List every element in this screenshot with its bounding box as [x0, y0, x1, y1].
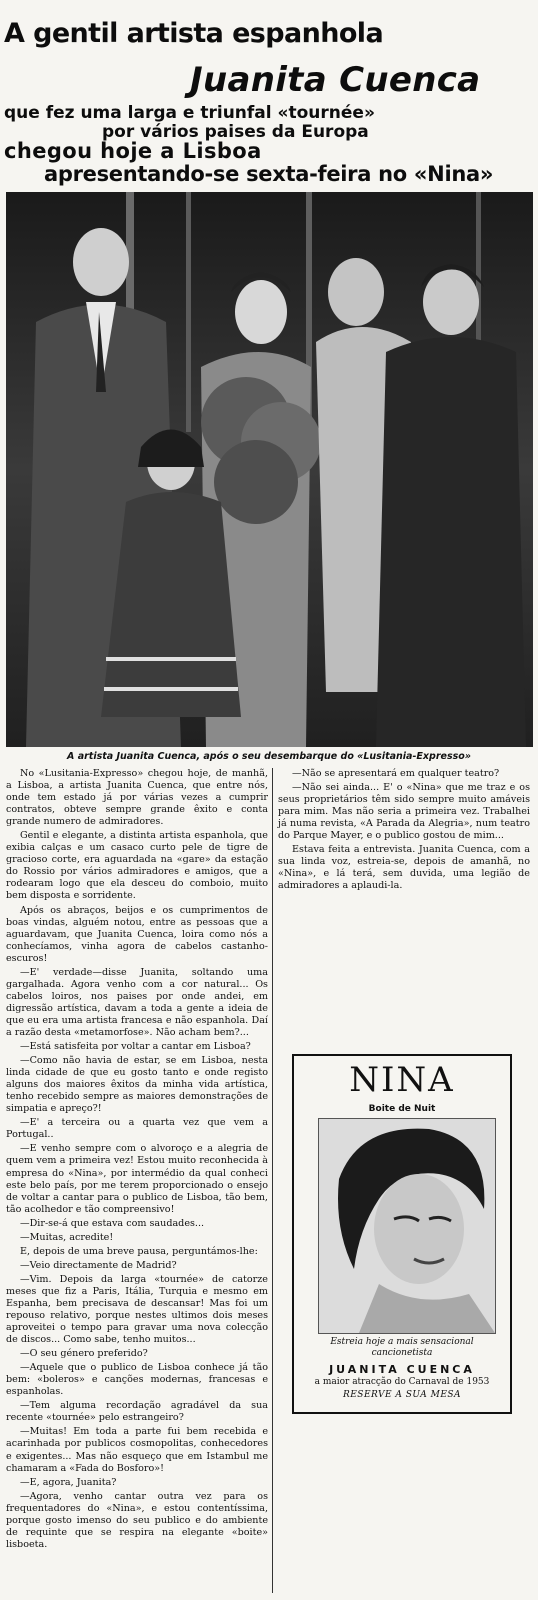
ad-line-1: Estreia hoje a mais sensacional [330, 1337, 474, 1347]
article-column-2 [278, 768, 530, 894]
article-paragraph: —Muitas, acredite! [20, 1231, 114, 1243]
ad-artist-name: JUANITA CUENCA [329, 1363, 475, 1376]
headline-line-5: chegou hoje a Lisboa [4, 139, 262, 163]
article-paragraph: —E, agora, Juanita? [20, 1476, 117, 1488]
headline-line-1: A gentil artista espanhola [4, 18, 384, 49]
column-divider [272, 768, 273, 1593]
article-paragraph: —E' verdade—disse Juanita, soltando uma gargalhada. Agora venho com a cor natural... Os cabelos loiros, nos paises por onde andei, em digressão artística, davam a toda a gente a ideia de que eu era uma artista francesa e não espanhola. Daí a razão desta «metamorfose». Não acham bem?... [6, 966, 268, 1038]
article-paragraph: —Vim. Depois da larga «tournée» de catorze meses que fiz a Paris, Itália, Turquia e mesmo em Espanha, bem precisava de descansar! Mas foi um repouso relativo, porque nestes ultimos dois meses aproveitei o tempo para gravar uma nova colecção de discos... Como sabe, tenho muitos... [6, 1273, 268, 1346]
photo-caption: A artista Juanita Cuenca, após o seu desembarque do «Lusitania-Expresso» [67, 751, 471, 762]
article-paragraph: —Agora, venho cantar outra vez para os frequentadores do «Nina», e estou contentíssima, porque gosto imenso do seu publico e do ambiente de requinte que se respira na elegante «boite» lisboeta. [6, 1490, 268, 1550]
article-paragraph: —Como não havia de estar, se em Lisboa, nesta linda cidade de que eu gosto tanto e onde registo alguns dos maiores êxitos da minha vida artística, tenho recebido sempre as maiores demonstrações de simpatia e apreço?! [6, 1055, 268, 1115]
article-paragraph: —Não sei ainda... E' o «Nina» que me traz e os seus proprietários têm sido sempre muito amáveis para mim. Mas não seria a primeira vez. Trabalhei já numa revista, «A Parada da Alegria», num teatro do Parque Mayer, e o publico gostou de mim... [278, 782, 530, 842]
article-paragraph: —Dir-se-á que estava com saudades... [20, 1217, 205, 1229]
article-column-1 [6, 768, 268, 1553]
article-paragraph: Gentil e elegante, a distinta artista espanhola, que exibia calças e um casaco curto pele de tigre de gracioso corte, era aguardada na «gare» da estação do Rossio por vários admiradores e amigos, que a rodearam logo que ela desceu do comboio, muito bem disposta e sorridente. [6, 830, 268, 902]
article-paragraph: —Tem alguma recordação agradável da sua recente «tournée» pelo estrangeiro? [6, 1400, 268, 1424]
article-paragraph: —Veio directamente de Madrid? [20, 1259, 177, 1271]
article-paragraph: Estava feita a entrevista. Juanita Cuenca, com a sua linda voz, estreia-se, depois de amanhã, no «Nina», e lá terá, sem duvida, uma legião de admiradores a aplaudi-la. [278, 844, 530, 892]
nina-advertisement [292, 1054, 512, 1414]
article-paragraph: —Não se apresentará em qualquer teatro? [292, 768, 500, 779]
article-paragraph: —Muitas! Em toda a parte fui bem recebida e acarinhada por publicos cosmopolitas, conhecedores e exigentes... Mas não esqueço que em Istambul me chamaram a «Fada do Bosforo»! [6, 1426, 268, 1474]
article-paragraph: E, depois de uma breve pausa, perguntámos-lhe: [20, 1245, 258, 1257]
article-paragraph: —Aquele que o publico de Lisboa conhece já tão bem: «boleros» e canções modernas, francesas e espanholas. [6, 1362, 268, 1398]
article-paragraph: —O seu género preferido? [20, 1348, 148, 1360]
article-paragraph: —Está satisfeita por voltar a cantar em Lisboa? [20, 1041, 251, 1053]
ad-subtitle: Boite de Nuit [368, 1104, 436, 1114]
headline-line-4: por vários paises da Europa [102, 122, 369, 142]
headline-line-3: que fez uma larga e triunfal «tournée» [4, 103, 375, 123]
arrival-photo [6, 192, 533, 747]
article-paragraph: Após os abraços, beijos e os cumprimentos de boas vindas, alguém notou, entre as pessoas que a aguardavam, que Juanita Cuenca, loira como nós a conhecíamos, vinha agora de cabelos castanho-escuros! [6, 904, 268, 964]
ad-line-3: a maior atracção do Carnaval de 1953 [314, 1377, 490, 1387]
ad-reserve: RESERVE A SUA MESA [342, 1390, 462, 1400]
article-paragraph: No «Lusitania-Expresso» chegou hoje, de manhã, a Lisboa, a artista Juanita Cuenca, que entre nós, onde tem estado já por várias vezes a cumprir contratos, obteve sempre grande êxito e conta grande numero de admiradores. [6, 768, 268, 828]
ad-portrait [318, 1118, 496, 1334]
nina-logo: NINA [349, 1060, 455, 1100]
ad-line-2: cancionetista [371, 1348, 433, 1358]
article-paragraph: —E venho sempre com o alvoroço e a alegria de quem vem a primeira vez! Estou muito reconhecida à empresa do «Nina», por intermédio da qual conheci este belo país, por me terem proporcionado o ensejo de voltar a cantar para o publico de Lisboa, tão bem, tão acolhedor e tão compreensivo! [6, 1143, 268, 1215]
article-paragraph: —E' a terceira ou a quarta vez que vem a Portugal.. [6, 1117, 268, 1141]
headline-line-6: apresentando-se sexta-feira no «Nina» [44, 162, 494, 186]
headline-name: Juanita Cuenca [190, 60, 481, 100]
